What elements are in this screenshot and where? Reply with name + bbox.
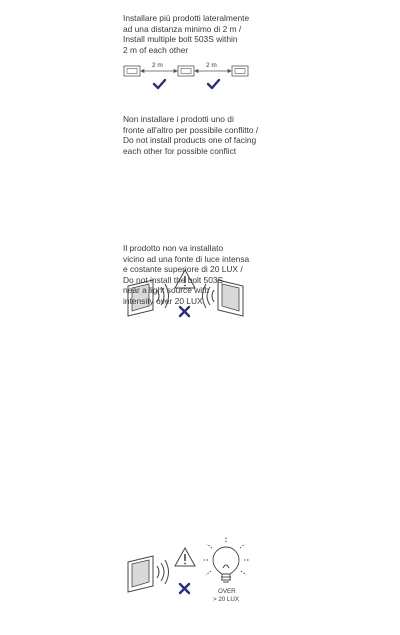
signal-waves-icon: [157, 560, 169, 584]
light-threshold-label: > 20 LUX: [213, 596, 239, 603]
device-icon: [128, 556, 153, 592]
light-threshold-label: OVER: [218, 588, 236, 595]
light-bulb-icon: [202, 536, 250, 582]
section-facing-install: [0, 100, 400, 235]
device-icon: [124, 66, 140, 76]
arrow-icon: [141, 70, 177, 73]
instruction-text-facing: Non installare i prodotti uno di fronte all'altro per possibile conflitto / Do not install products one of facing each other for possible conflict: [123, 114, 259, 156]
distance-label: 2 m: [152, 62, 163, 69]
arrow-icon: [195, 70, 231, 73]
cross-icon: [180, 584, 189, 593]
distance-label: 2 m: [206, 62, 217, 69]
check-icon: [154, 80, 165, 88]
instruction-text-lateral: Installare più prodotti lateralmente ad una distanza minimo di 2 m / Install multiple bolt 503S within 2 m of each other: [123, 13, 250, 55]
lateral-spacing-diagram: [0, 0, 400, 100]
light-source-diagram: [0, 470, 400, 635]
device-icon: [178, 66, 194, 76]
section-light-source: [0, 235, 400, 603]
check-icon: [208, 80, 219, 88]
warning-icon: [175, 548, 195, 566]
section-lateral-install: [0, 0, 400, 100]
device-icon: [232, 66, 248, 76]
instruction-text-light: Il prodotto non va installato vicino ad una fonte di luce intensa e costante superiore di 20 LUX / Do not install the bolt 503S near a light source with intensity over 20 LUX: [123, 243, 250, 306]
